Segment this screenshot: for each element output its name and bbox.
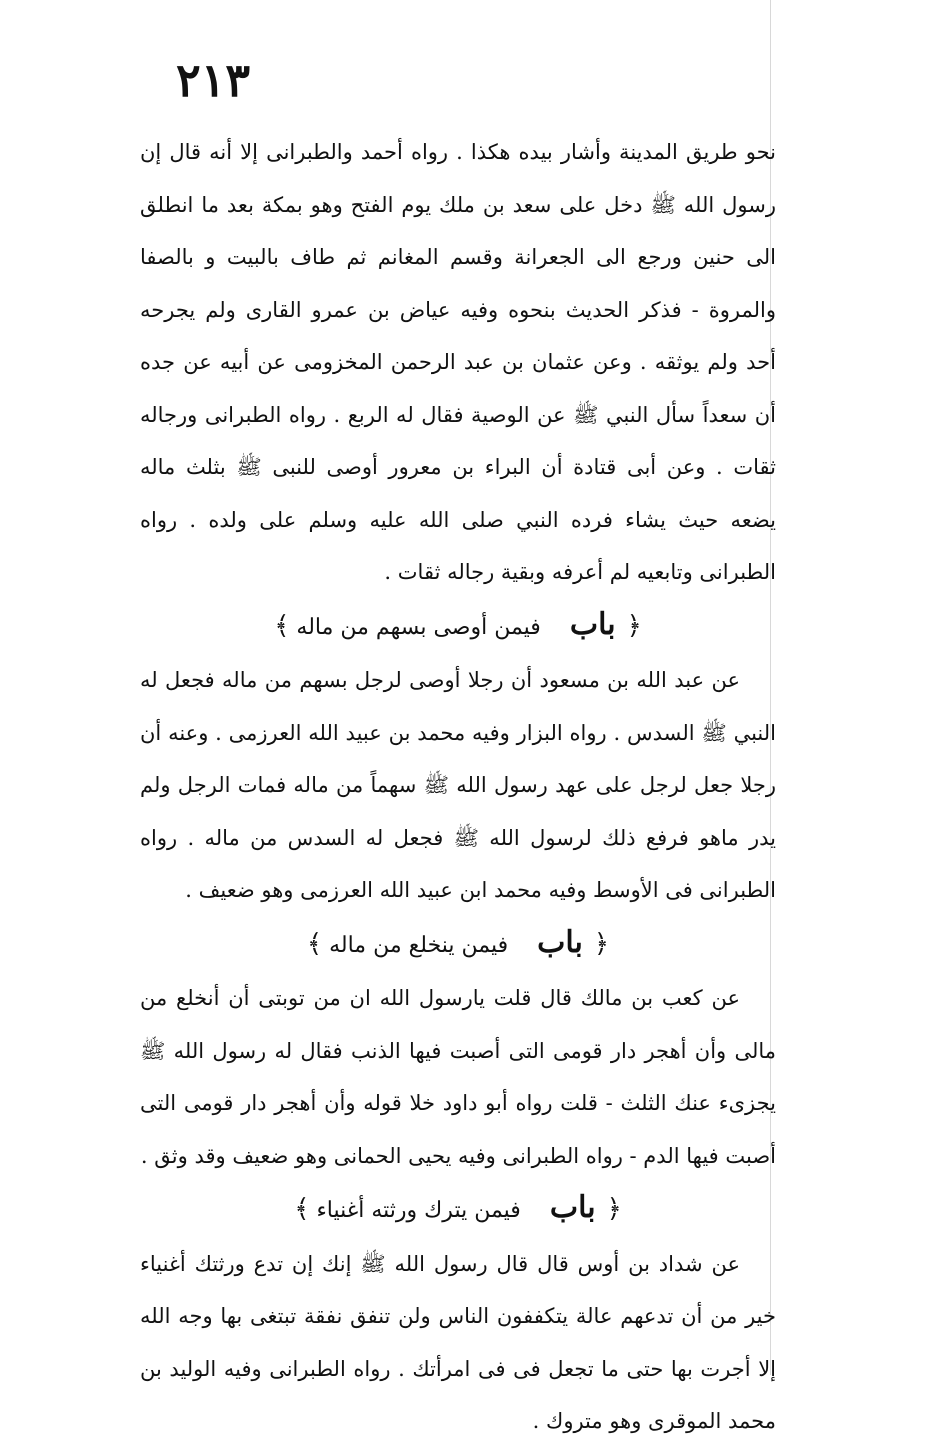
chapter-title: فيمن ينخلع من ماله bbox=[329, 932, 509, 958]
ornate-bracket-open: ﴿ bbox=[606, 1194, 622, 1224]
paragraph-rich-heirs: عن شداد بن أوس قال قال رسول الله ﷺ إنك إن تدع ورثتك أغنياء خير من أن تدعهم عالة يتكففون الناس ولن تنفق نفقة تبتغى بها وجه الله إلا أجرت بها حتى ما تجعل فى فى امرأتك . رواه الطبرانى وفيه الوليد بن محمد الموقرى وهو متروك . bbox=[140, 1251, 776, 1433]
page-body bbox=[140, 126, 776, 1448]
ornate-bracket-close: ﴾ bbox=[294, 1194, 310, 1224]
paragraph-give-up-wealth: عن كعب بن مالك قال قلت يارسول الله ان من توبتى أن أنخلع من مالى وأن أهجر دار قومى التى أصبت فيها الذنب فقال له رسول الله ﷺ يجزىء عنك الثلث - قلت رواه أبو داود خلا قوله وأن أهجر دار قومى التى أصبت فيها الدم - رواه الطبرانى وفيه يحيى الحمانى وهو ضعيف وقد وثق . bbox=[140, 986, 776, 1168]
paragraph-intro: نحو طريق المدينة وأشار بيده هكذا . رواه أحمد والطبرانى إلا أنه قال إن رسول الله ﷺ دخل على سعد بن ملك يوم الفتح وهو بمكة بعد ما انطلق الى حنين ورجع الى الجعرانة وقسم المغانم ثم طاف بالبيت و بالصفا والمروة - فذكر الحديث بنحوه وفيه عياض بن عمرو القارى ولم يجرحه أحد ولم يوثقه . وعن عثمان بن عبد الرحمن المخزومى عن أبيه عن جده أن سعداً سأل النبي ﷺ عن الوصية فقال له الربع . رواه الطبرانى ورجاله ثقات . وعن أبى قتادة أن البراء بن معرور أوصى للنبى ﷺ بثلث ماله يضعه حيث يشاء فرده النبي صلى الله عليه وسلم على ولده . رواه الطبرانى وتابعيه لم أعرفه وبقية رجاله ثقات . bbox=[140, 140, 776, 584]
page-number: ٢١٣ bbox=[176, 53, 251, 107]
chapter-label: باب bbox=[549, 1190, 596, 1225]
chapter-title: فيمن أوصى بسهم من ماله bbox=[296, 614, 541, 640]
chapter-label: باب bbox=[537, 924, 583, 960]
ornate-bracket-open: ﴿ bbox=[626, 610, 642, 641]
chapter-heading-rich-heirs bbox=[140, 1182, 776, 1238]
chapter-title: فيمن يترك ورثته أغنياء bbox=[316, 1198, 521, 1223]
chapter-label: باب bbox=[569, 606, 616, 642]
ornate-bracket-open: ﴿ bbox=[593, 928, 610, 959]
chapter-heading-bequest-share bbox=[140, 599, 776, 655]
ornate-bracket-close: ﴾ bbox=[306, 928, 323, 959]
chapter-heading-give-up-wealth bbox=[140, 917, 776, 973]
paragraph-bequest-share: عن عبد الله بن مسعود أن رجلا أوصى لرجل بسهم من ماله فجعل له النبي ﷺ السدس . رواه البزار وفيه محمد بن عبيد الله العرزمى . وعنه أن رجلا جعل لرجل على عهد رسول الله ﷺ سهماً من ماله فمات الرجل ولم يدر ماهو فرفع ذلك لرسول الله ﷺ فجعل له السدس من ماله . رواه الطبرانى فى الأوسط وفيه محمد ابن عبيد الله العرزمى وهو ضعيف . bbox=[140, 668, 776, 902]
ornate-bracket-close: ﴾ bbox=[274, 610, 290, 641]
